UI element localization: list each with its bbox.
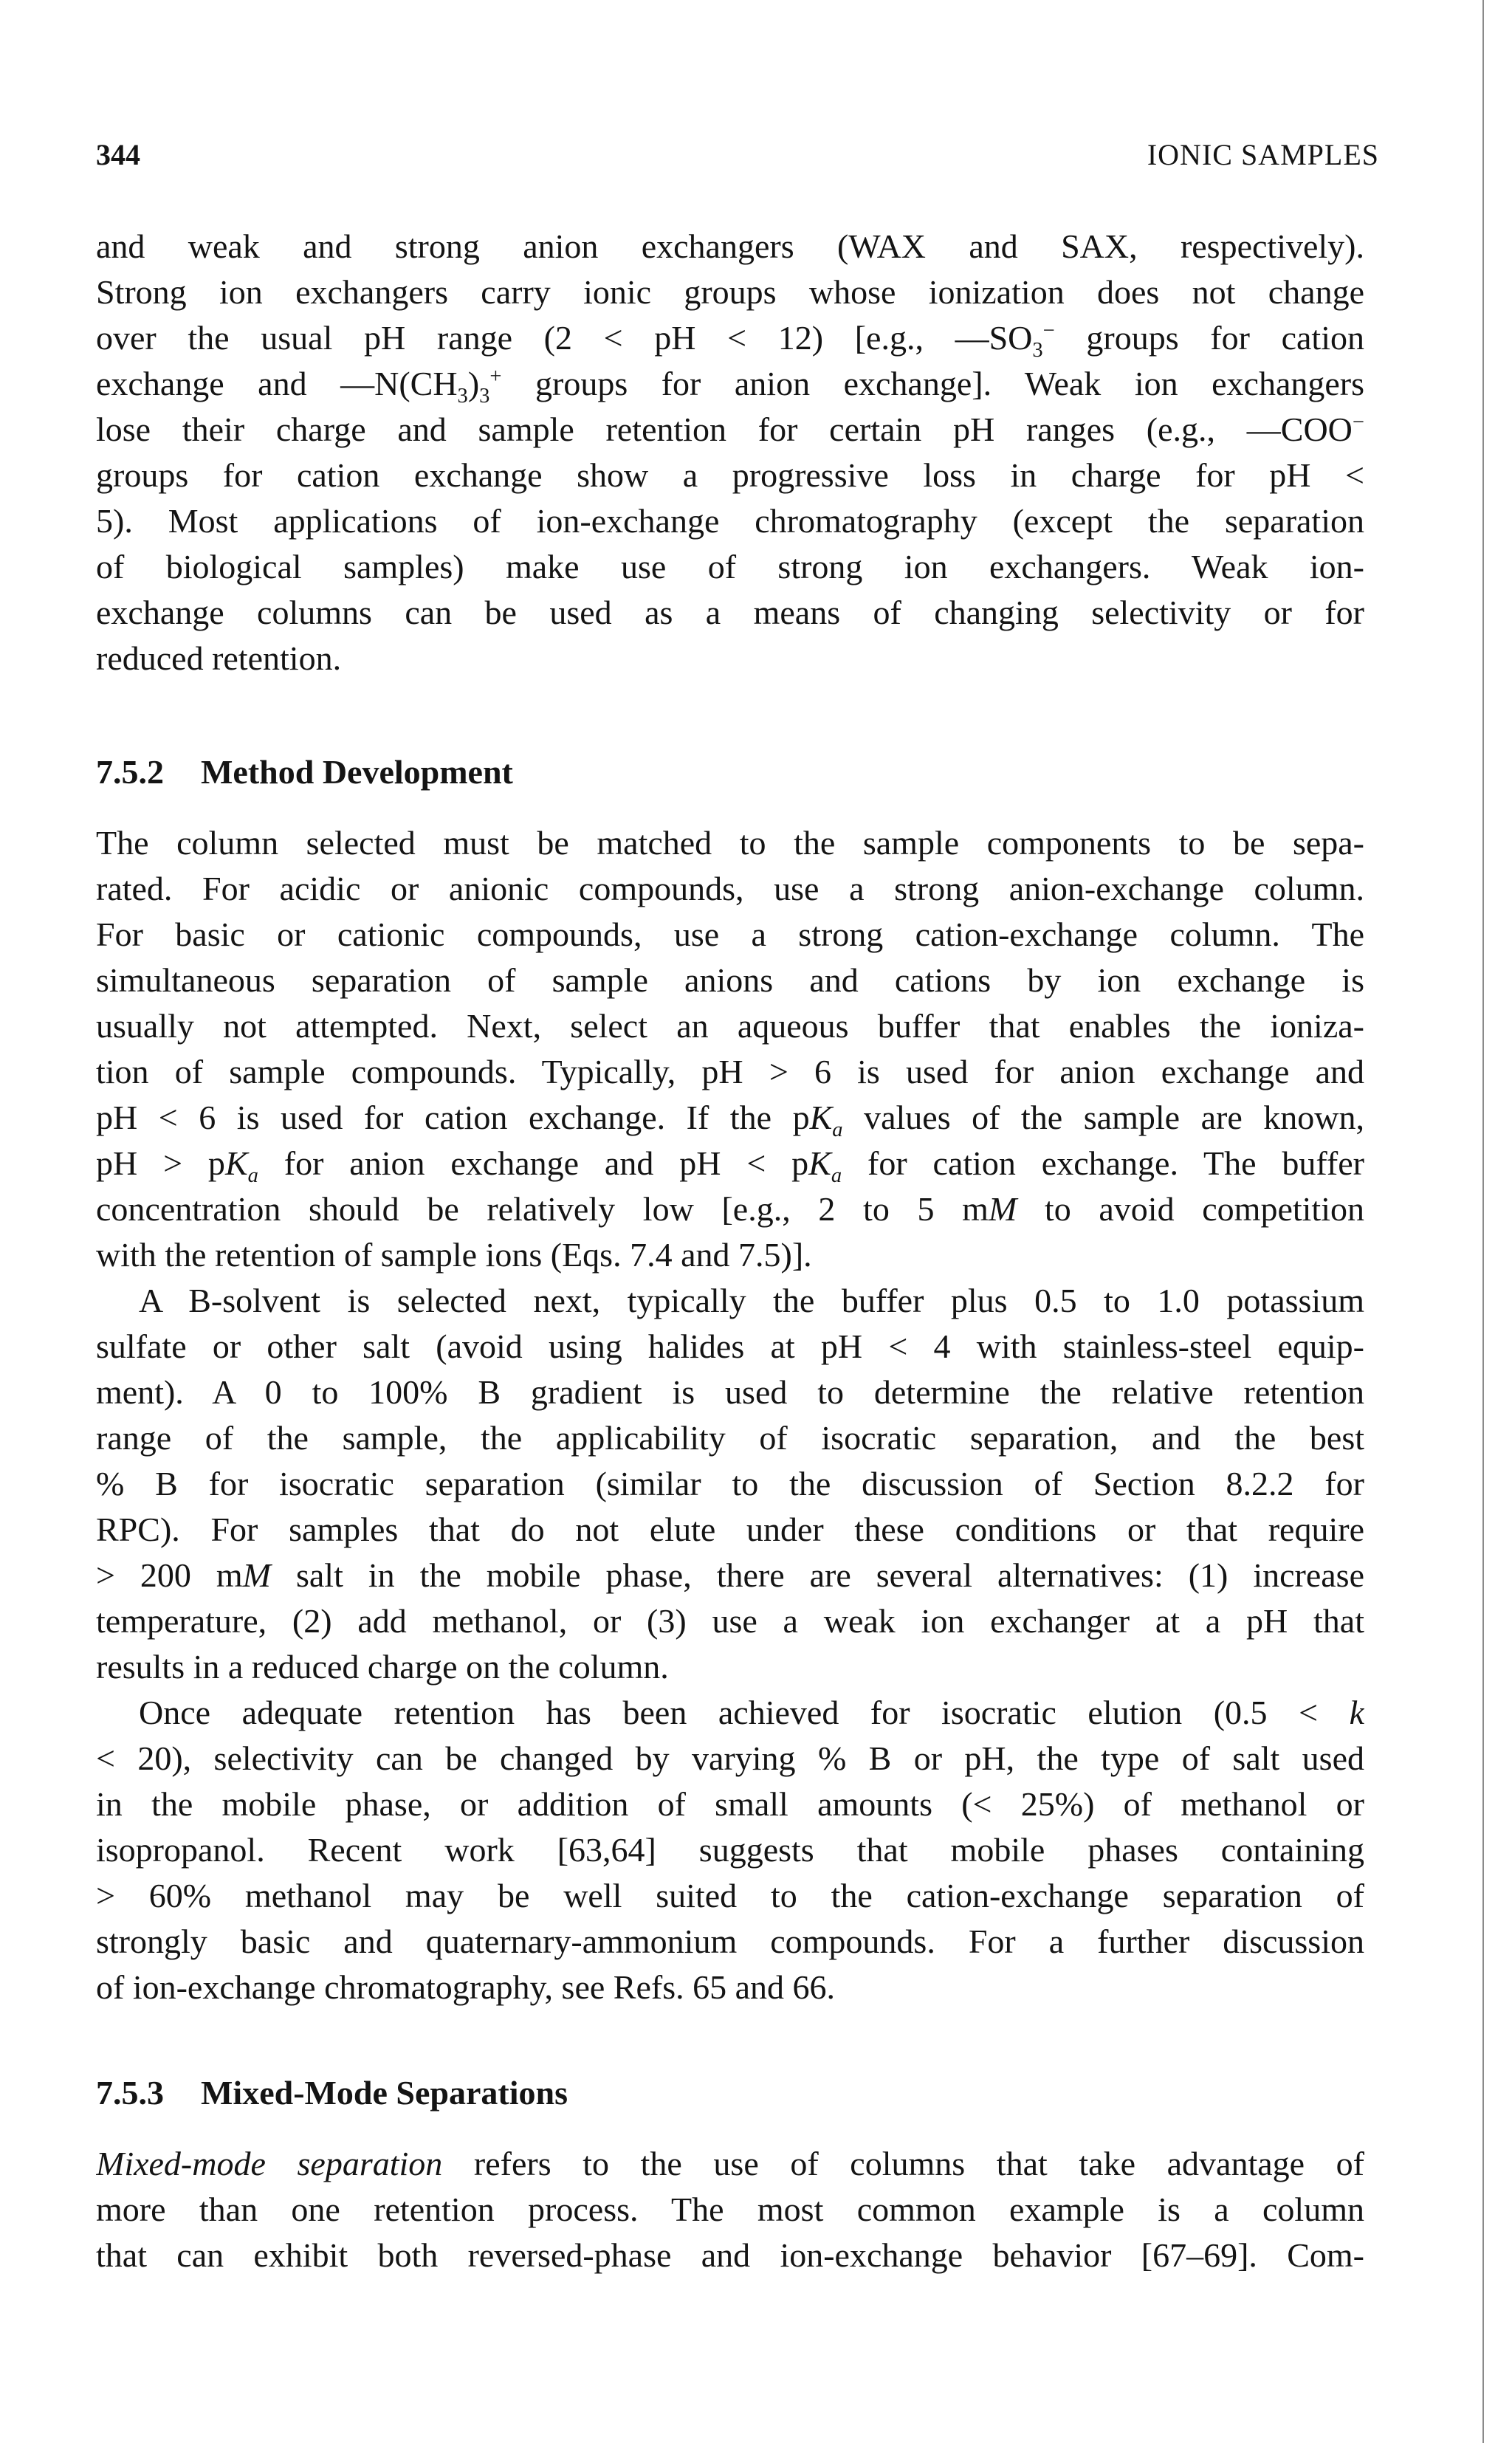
- subscript: a: [831, 1164, 842, 1186]
- text-run: groups for cation: [1054, 319, 1364, 357]
- text-line: [96, 315, 1364, 361]
- superscript: −: [1042, 319, 1055, 343]
- superscript: +: [489, 365, 502, 388]
- text-line: temperature, (2) add methanol, or (3) use a weak ion exchanger at a pH that: [96, 1602, 1364, 1640]
- text-run: lose their charge and sample retention for certain pH ranges (e.g., —COO: [96, 410, 1353, 448]
- text-run: for cation exchange. The buffer: [842, 1144, 1364, 1182]
- text-run: exchange and —N(CH: [96, 365, 458, 402]
- text-line: % B for isocratic separation (similar to the discussion of Section 8.2.2 for: [96, 1465, 1364, 1502]
- text-line: of ion-exchange chromatography, see Refs. 65 and 66.: [96, 1968, 836, 2006]
- text-line: ment). A 0 to 100% B gradient is used to determine the relative retention: [96, 1373, 1364, 1411]
- running-head: [96, 137, 1379, 182]
- text-run: to avoid competition: [1017, 1190, 1364, 1228]
- text-line: tion of sample compounds. Typically, pH > 6 is used for anion exchange and: [96, 1053, 1364, 1090]
- text-line: RPC). For samples that do not elute under these conditions or that require: [96, 1511, 1364, 1548]
- text-line: groups for cation exchange show a progressive loss in charge for pH <: [96, 456, 1364, 494]
- text-run: concentration should be relatively low [e.g., 2 to 5 m: [96, 1190, 989, 1228]
- subscript: 3: [457, 385, 468, 407]
- text-line: The column selected must be matched to the sample components to be sepa-: [96, 824, 1364, 862]
- section-number: 7.5.3: [96, 2074, 164, 2112]
- text-run: Once adequate retention has been achieved for isocratic elution (0.5 <: [139, 1694, 1350, 1731]
- text-run: refers to the use of columns that take advantage of: [442, 2145, 1364, 2182]
- text-line: For basic or cationic compounds, use a strong cation-exchange column. The: [96, 915, 1364, 953]
- text-line: 5). Most applications of ion-exchange chromatography (except the separation: [96, 502, 1364, 540]
- text-line: simultaneous separation of sample anions and cations by ion exchange is: [96, 961, 1364, 999]
- text-line: with the retention of sample ions (Eqs. 7.4 and 7.5)].: [96, 1236, 812, 1274]
- text-line: [96, 1095, 1364, 1141]
- text-line: [96, 1690, 1364, 1736]
- italic-run: Mixed-mode separation: [96, 2145, 443, 2182]
- italic-run: k: [1349, 1694, 1364, 1731]
- subscript: a: [832, 1119, 843, 1141]
- text-run: pH > p: [96, 1144, 225, 1182]
- text-line: and weak and strong anion exchangers (WAX and SAX, respectively).: [96, 227, 1364, 265]
- section-title: Method Development: [201, 753, 513, 791]
- section-number: 7.5.2: [96, 753, 164, 791]
- text-line: results in a reduced charge on the column.: [96, 1648, 669, 1686]
- text-line: exchange columns can be used as a means of changing selectivity or for: [96, 594, 1364, 631]
- text-line: [96, 1186, 1364, 1232]
- text-run: over the usual pH range (2 < pH < 12) [e.g., —SO: [96, 319, 1033, 357]
- italic-run: M: [242, 1556, 271, 1594]
- subscript: a: [247, 1164, 258, 1186]
- text-line: [96, 1141, 1364, 1186]
- text-line: sulfate or other salt (avoid using halides at pH < 4 with stainless-steel equip-: [96, 1327, 1364, 1365]
- text-line: > 60% methanol may be well suited to the cation-exchange separation of: [96, 1877, 1364, 1914]
- text-line: that can exhibit both reversed-phase and ion-exchange behavior [67–69]. Com-: [96, 2236, 1364, 2274]
- text-run: pH < 6 is used for cation exchange. If the p: [96, 1099, 810, 1136]
- text-run: for anion exchange and pH < p: [258, 1144, 809, 1182]
- text-run: groups for anion exchange]. Weak ion exchangers: [501, 365, 1364, 402]
- text-line: strongly basic and quaternary-ammonium compounds. For a further discussion: [96, 1923, 1364, 1960]
- italic-run: K: [224, 1144, 248, 1182]
- section-heading-752: [96, 749, 513, 795]
- text-line: [96, 407, 1364, 453]
- scan-edge-line: [1482, 0, 1484, 2443]
- text-run: salt in the mobile phase, there are several alternatives: (1) increase: [271, 1556, 1364, 1594]
- text-line: [96, 2141, 1364, 2187]
- text-line: more than one retention process. The most common example is a column: [96, 2191, 1364, 2228]
- text-run: values of the sample are known,: [842, 1099, 1364, 1136]
- running-title: IONIC SAMPLES: [1147, 138, 1379, 171]
- text-line: usually not attempted. Next, select an aqueous buffer that enables the ioniza-: [96, 1007, 1364, 1045]
- page-number: 344: [96, 138, 140, 171]
- text-run: > 200 m: [96, 1556, 243, 1594]
- text-line: Strong ion exchangers carry ionic groups whose ionization does not change: [96, 273, 1364, 311]
- text-line: rated. For acidic or anionic compounds, use a strong anion-exchange column.: [96, 870, 1364, 907]
- text-line: in the mobile phase, or addition of small amounts (< 25%) of methanol or: [96, 1785, 1364, 1823]
- italic-run: K: [808, 1144, 831, 1182]
- paragraph-intro: [96, 224, 1364, 681]
- text-line: range of the sample, the applicability of isocratic separation, and the best: [96, 1419, 1364, 1457]
- section-title: Mixed-Mode Separations: [201, 2074, 568, 2112]
- subscript: 3: [1032, 339, 1043, 361]
- text-run: ): [467, 365, 480, 402]
- superscript: −: [1352, 410, 1364, 434]
- text-line: isopropanol. Recent work [63,64] suggests that mobile phases containing: [96, 1831, 1364, 1869]
- text-line: reduced retention.: [96, 639, 342, 677]
- section-753-body: [96, 2141, 1364, 2278]
- text-line: of biological samples) make use of strong ion exchangers. Weak ion-: [96, 548, 1364, 585]
- text-line: < 20), selectivity can be changed by varying % B or pH, the type of salt used: [96, 1739, 1364, 1777]
- text-line: [96, 361, 1364, 407]
- text-line: [96, 1553, 1364, 1598]
- italic-run: K: [809, 1099, 833, 1136]
- italic-run: M: [988, 1190, 1017, 1228]
- text-line: A B-solvent is selected next, typically the buffer plus 0.5 to 1.0 potassium: [139, 1282, 1364, 1319]
- section-752-body: [96, 820, 1364, 2010]
- subscript: 3: [479, 385, 490, 407]
- section-heading-753: [96, 2070, 568, 2116]
